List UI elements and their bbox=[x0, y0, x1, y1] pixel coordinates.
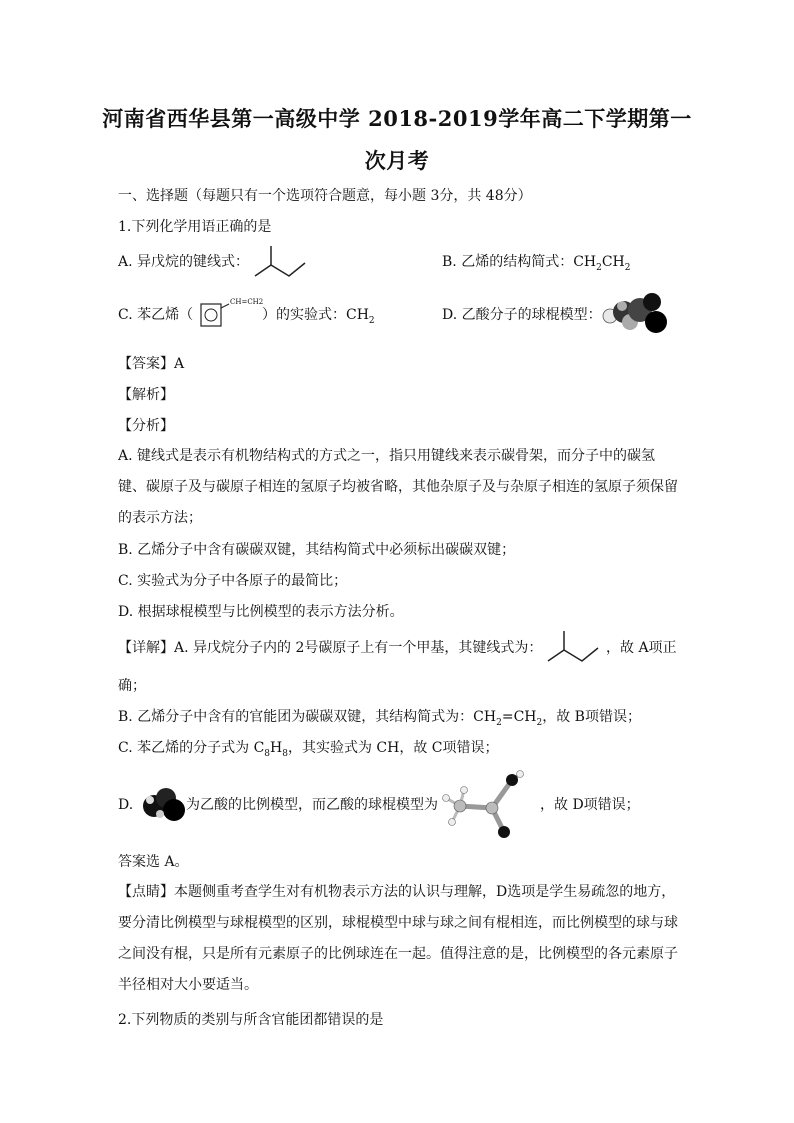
detail-d-label: D. bbox=[118, 797, 134, 813]
analysis-d: D. 根据球棍模型与比例模型的表示方法分析。 bbox=[118, 604, 404, 620]
q1-option-d: D. 乙酸分子的球棍模型： bbox=[442, 307, 602, 323]
q1-option-a bbox=[118, 252, 249, 272]
q1-stem: 1.下列化学用语正确的是 bbox=[118, 219, 272, 235]
detail-d-mid: 为乙酸的比例模型，而乙酸的球棍模型为 bbox=[186, 797, 438, 813]
detail-b: B. 乙烯分子中含有的官能团为碳碳双键，其结构简式为：$CH_2=CH_2$，故 B项错误； bbox=[118, 709, 641, 728]
jiexi-label: 【解析】 bbox=[118, 387, 174, 403]
q1-option-c: C. 苯乙烯（ bbox=[118, 307, 194, 323]
detail-c: C. 苯乙烯的分子式为 $C_8H_8$，其实验式为 CH，故 C项错误； bbox=[118, 740, 499, 759]
q1-option-a-label: A. 异戊烷的键线式： bbox=[118, 254, 250, 270]
q1-option-c-tail: ）的实验式：$CH_2$ bbox=[262, 307, 375, 326]
q1-option-b: B. 乙烯的结构简式：$CH_2CH_2$ bbox=[442, 254, 631, 273]
dianjing-note: 【点睛】本题侧重考查学生对有机物表示方法的认识与理解，D选项是学生易疏忽的地方，要分清比例模型与球棍模型的区别，球棍模型中球与球之间有棍相连，而比例模型的球与球之间没有棍，只是所有元素原子的比例球连在一起。值得注意的是，比例模型的各元素原子半径相对大小要适当。 bbox=[118, 884, 678, 993]
detail-a: 【详解】A. 异戊烷分子内的 2号碳原子上有一个甲基，其键线式为： bbox=[118, 640, 543, 656]
styrene-group-label: CH=CH2 bbox=[230, 298, 264, 306]
isopentane-skeletal-formula bbox=[253, 243, 309, 279]
isopentane-skeletal-formula-detail bbox=[546, 628, 602, 664]
answer-choice: 答案选 A。 bbox=[118, 854, 189, 870]
answer-label: 【答案】A bbox=[118, 356, 185, 372]
fenxi-label: 【分析】 bbox=[118, 418, 174, 434]
analysis-a: A. 键线式是表示有机物结构式的方式之一，指只用键线来表示碳骨架，而分子中的碳氢键、碳原子及与碳原子相连的氢原子均被省略，其他杂原子及与杂原子相连的氢原子须保留的表示方法； bbox=[118, 448, 678, 526]
acetic-acid-space-filling-model bbox=[600, 290, 670, 336]
analysis-b: B. 乙烯分子中含有碳碳双键，其结构简式中必须标出碳碳双键； bbox=[118, 542, 516, 558]
doc-title-line1: 河南省西华县第一高级中学 2018-2019学年高二下学期第一 bbox=[102, 106, 692, 131]
acetic-acid-ball-and-stick-model bbox=[438, 766, 524, 840]
q2-stem: 2.下列物质的类别与所含官能团都错误的是 bbox=[118, 1012, 384, 1028]
analysis-c: C. 实验式为分子中各原子的最简比； bbox=[118, 573, 348, 589]
detail-a-tail: ，故 A项正 bbox=[606, 640, 677, 656]
detail-d-tail: ，故 D项错误； bbox=[540, 797, 640, 813]
detail-a-cont: 确； bbox=[118, 678, 146, 694]
acetic-acid-proportion-model bbox=[140, 784, 188, 824]
doc-title-line2: 次月考 bbox=[364, 148, 430, 173]
section-heading: 一、选择题（每题只有一个选项符合题意，每小题 3分，共 48分） bbox=[118, 188, 532, 204]
